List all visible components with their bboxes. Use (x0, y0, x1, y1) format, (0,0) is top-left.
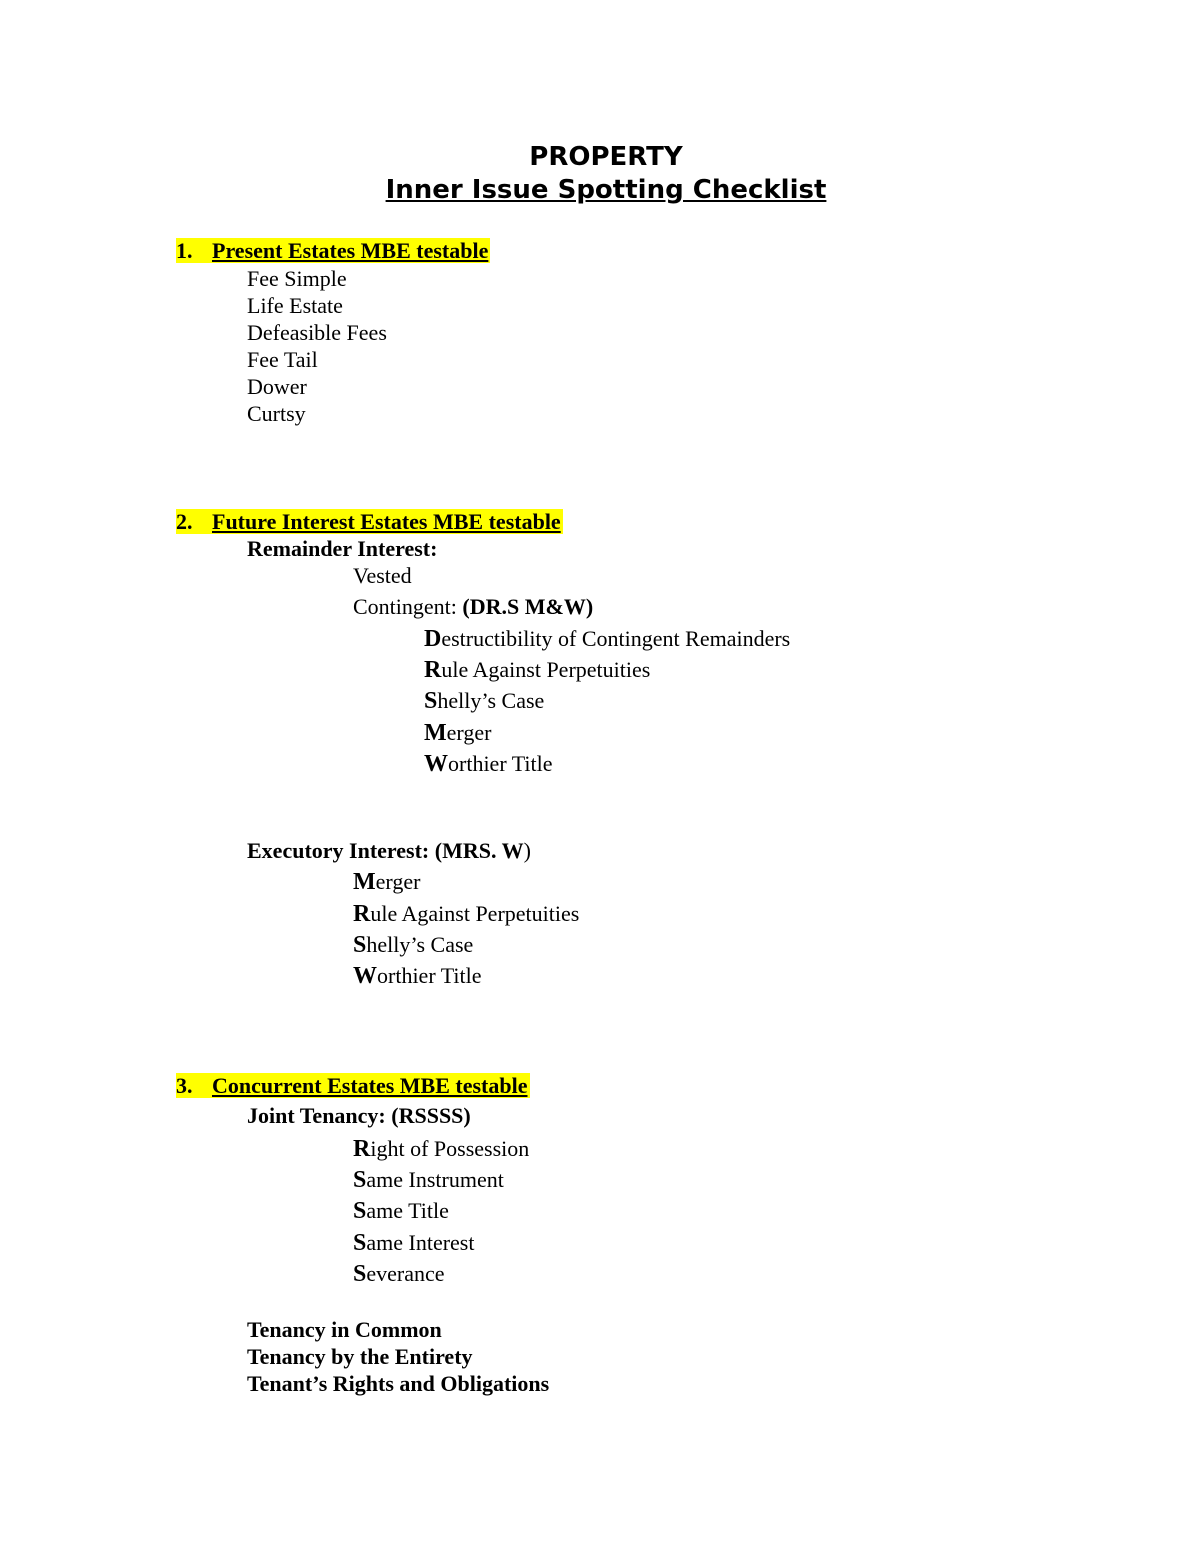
list-item: Merger (353, 869, 421, 895)
list-item: Fee Tail (247, 347, 318, 372)
list-item: Tenancy by the Entirety (247, 1344, 473, 1369)
list-item: Fee Simple (247, 266, 347, 291)
section-title: Concurrent Estates MBE testable (212, 1073, 528, 1098)
list-item: Severance (353, 1261, 445, 1287)
document-title: PROPERTY (529, 142, 683, 172)
list-item: Worthier Title (353, 963, 482, 989)
list-item: Right of Possession (353, 1136, 530, 1162)
list-item: Worthier Title (424, 751, 553, 777)
document-subtitle: Inner Issue Spotting Checklist (385, 175, 827, 205)
list-item: Merger (424, 720, 492, 746)
joint-tenancy-label: Joint Tenancy: (247, 1103, 392, 1128)
section-number: 1. (176, 238, 193, 263)
executory-interest-line (247, 838, 531, 864)
executory-interest-label: Executory Interest: (247, 838, 435, 863)
list-item: Curtsy (247, 401, 306, 426)
list-item: Rule Against Perpetuities (424, 657, 651, 683)
section-3-heading (176, 1073, 530, 1099)
list-item: Same Title (353, 1198, 449, 1224)
list-item: Tenancy in Common (247, 1317, 442, 1342)
list-item: Life Estate (247, 293, 343, 318)
list-item: Defeasible Fees (247, 320, 387, 345)
section-2-heading (176, 509, 563, 535)
section-number: 3. (176, 1073, 193, 1098)
list-item: Rule Against Perpetuities (353, 901, 580, 927)
list-item: Shelly’s Case (353, 932, 474, 958)
list-item: Destructibility of Contingent Remainders (424, 626, 791, 652)
executory-mnemonic-close: ) (523, 838, 531, 863)
executory-mnemonic: (MRS. W (434, 838, 524, 863)
list-item: Same Interest (353, 1230, 475, 1256)
contingent-line (353, 594, 593, 620)
list-item: Vested (353, 563, 412, 588)
joint-tenancy-mnemonic: (RSSSS) (391, 1103, 471, 1128)
list-item: Same Instrument (353, 1167, 504, 1193)
joint-tenancy-line (247, 1103, 471, 1129)
section-title: Present Estates MBE testable (212, 238, 489, 263)
section-title: Future Interest Estates MBE testable (212, 509, 561, 534)
list-item: Shelly’s Case (424, 688, 545, 714)
list-item: Tenant’s Rights and Obligations (247, 1371, 550, 1396)
remainder-interest-label: Remainder Interest: (247, 536, 438, 561)
section-1-heading (176, 238, 490, 264)
contingent-mnemonic: (DR.S M&W) (462, 594, 594, 619)
contingent-label: Contingent: (353, 594, 463, 619)
section-number: 2. (176, 509, 193, 534)
list-item: Dower (247, 374, 307, 399)
